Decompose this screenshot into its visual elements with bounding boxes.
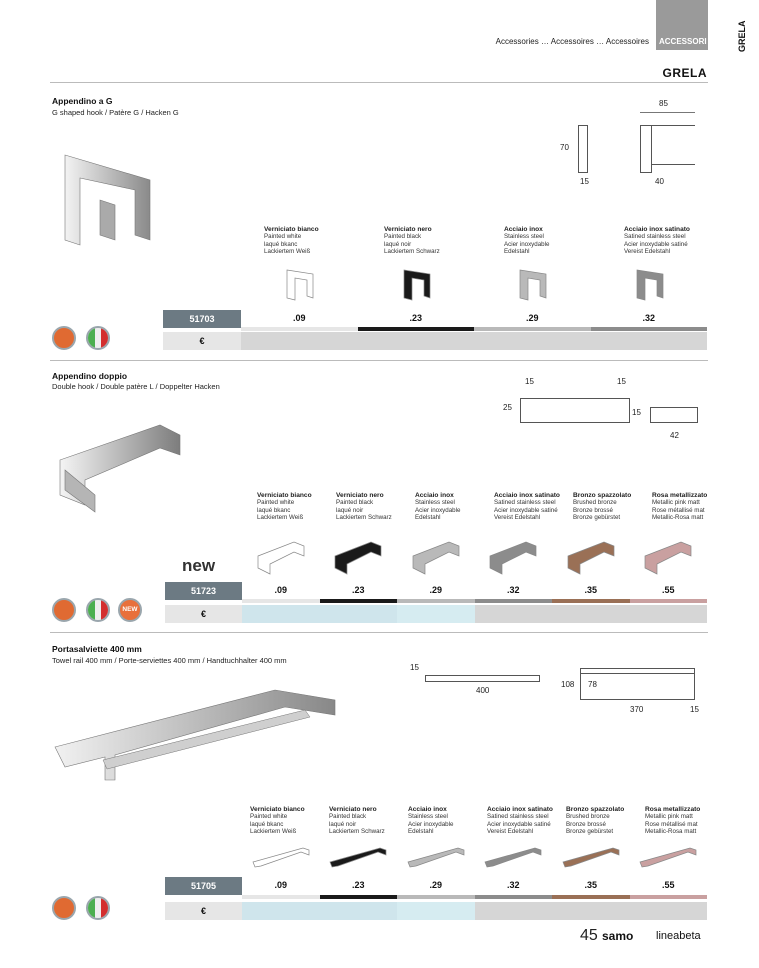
dim-height2: 15 — [632, 408, 641, 417]
price-code-suffix: .09 — [274, 880, 287, 890]
finish-swatch-shape — [253, 848, 309, 867]
price-value-cell — [474, 332, 591, 350]
dim-width: 42 — [670, 431, 679, 440]
finish-swatch-shape — [258, 542, 304, 574]
finish-swatch-shape — [408, 848, 464, 867]
finish-color-bar — [591, 327, 708, 331]
price-value-cell — [397, 605, 475, 623]
price-code-suffix: .23 — [351, 585, 365, 595]
finish-translation: Edelstahl — [415, 514, 441, 522]
finish-description — [652, 492, 707, 522]
price-code-suffix: .32 — [506, 880, 520, 890]
divider — [50, 360, 708, 361]
finish-translation: laqué noir — [384, 240, 412, 248]
finish-swatch-shape — [640, 848, 696, 867]
collection-title: GRELA — [662, 66, 707, 80]
dim-height: 108 — [561, 680, 575, 689]
dimension-drawing-top — [425, 675, 540, 682]
warranty-badge — [52, 896, 76, 920]
finish-translation: Metallic-Rosa matt — [652, 514, 704, 522]
finish-swatch-shape — [485, 848, 541, 867]
divider — [50, 82, 708, 83]
finish-translation: Brushed bronze — [566, 813, 610, 821]
product-title: Appendino doppio — [52, 371, 128, 381]
finish-color-bar — [630, 895, 708, 899]
finish-translation: Lackiertem Weiß — [264, 248, 311, 256]
dim-height2: 78 — [588, 680, 597, 689]
product-subtitle: Double hook / Double patère L / Doppelter Hacken — [52, 382, 220, 391]
finish-name: Bronzo spazzolato — [566, 806, 625, 813]
price-value-cell — [552, 605, 630, 623]
finish-translation: laqué noir — [336, 506, 364, 514]
product-code: 51705 — [165, 877, 242, 895]
new-badge: NEW — [118, 598, 142, 622]
price-code-suffix: .55 — [661, 880, 675, 890]
finish-description — [645, 806, 700, 836]
finish-name: Acciaio inox — [504, 226, 543, 233]
finish-name: Acciaio inox satinato — [487, 806, 553, 813]
dim-depth: 15 — [580, 177, 589, 186]
dimension-drawing-side — [520, 398, 630, 423]
finish-color-bar — [397, 599, 475, 603]
finish-swatch-shape — [287, 270, 313, 300]
finish-swatch — [512, 268, 552, 302]
finish-name: Rosa metallizzato — [645, 806, 701, 813]
warranty-badge — [52, 598, 76, 622]
finish-translation: Painted white — [264, 233, 302, 241]
price-value-cell — [552, 902, 630, 920]
finish-swatch-shape — [404, 270, 430, 300]
finish-description — [329, 806, 385, 836]
price-code-suffix: .23 — [351, 880, 365, 890]
finish-translation: Stainless steel — [415, 499, 455, 507]
finish-translation: Rose métallisé mat — [645, 820, 698, 828]
finish-translation: Painted black — [336, 499, 374, 507]
finish-swatch — [561, 846, 621, 868]
finish-translation: Bronze brossé — [573, 506, 613, 514]
finish-description — [408, 806, 453, 836]
dim-height: 25 — [503, 403, 512, 412]
finish-translation: Painted white — [257, 499, 295, 507]
finish-translation: Satined stainless steel — [494, 499, 556, 507]
dimension-drawing-side — [578, 125, 588, 173]
finish-translation: Bronze brossé — [566, 820, 606, 828]
finish-color-bar — [242, 599, 320, 603]
finish-name: Rosa metallizzato — [652, 492, 708, 499]
finish-translation: Metallic pink matt — [652, 499, 700, 507]
finish-swatch-shape — [413, 542, 459, 574]
finish-color-bar — [552, 599, 630, 603]
dim-width: 85 — [659, 99, 668, 108]
finish-translation: Painted black — [329, 813, 367, 821]
dim-height: 70 — [560, 143, 569, 152]
finish-swatch — [566, 540, 616, 576]
finish-swatch-shape — [490, 542, 536, 574]
finish-color-bar — [397, 895, 475, 899]
finish-description — [336, 492, 392, 522]
finish-name: Verniciato nero — [329, 806, 377, 813]
finish-swatch — [256, 540, 306, 576]
finish-swatch-shape — [563, 848, 619, 867]
product-photo — [55, 420, 195, 515]
side-tab — [733, 0, 759, 60]
price-value-cell — [242, 605, 320, 623]
price-code-suffix: .09 — [274, 585, 287, 595]
finish-swatch — [638, 846, 698, 868]
made-in-italy-badge — [86, 896, 110, 920]
finish-swatch-shape — [568, 542, 614, 574]
dim-width: 370 — [630, 705, 644, 714]
price-code-suffix: .32 — [506, 585, 520, 595]
finish-color-bar — [242, 895, 320, 899]
side-tab-label: GRELA — [737, 20, 747, 52]
finish-translation: Satined stainless steel — [487, 813, 549, 821]
product-title: Portasalviette 400 mm — [52, 644, 142, 654]
dim-thickness: 15 — [410, 663, 419, 672]
finish-swatch-shape — [520, 270, 546, 300]
made-in-italy-badge — [86, 598, 110, 622]
dim-width2: 15 — [690, 705, 699, 714]
dimension-drawing-front — [650, 407, 698, 423]
price-value-cell — [397, 902, 475, 920]
finish-name: Verniciato nero — [336, 492, 384, 499]
price-code-suffix: .29 — [429, 880, 442, 890]
finish-name: Bronzo spazzolato — [573, 492, 632, 499]
finish-swatch — [643, 540, 693, 576]
finish-description — [566, 806, 624, 836]
price-code-suffix: .29 — [429, 585, 442, 595]
price-code-suffix: .55 — [661, 585, 675, 595]
currency-label: € — [163, 332, 241, 350]
finish-color-bar — [552, 895, 630, 899]
finish-name: Verniciato bianco — [257, 492, 312, 499]
finish-color-bar — [474, 327, 591, 331]
finish-swatch — [396, 268, 436, 302]
finish-color-bar — [475, 599, 553, 603]
finish-swatch — [488, 540, 538, 576]
finish-swatch — [629, 268, 669, 302]
finish-translation: Acier inoxydable satiné — [487, 820, 551, 828]
finish-description — [257, 492, 312, 522]
finish-translation: Lackiertem Weiß — [257, 514, 304, 522]
product-code: 51723 — [165, 582, 242, 600]
finish-color-bar — [358, 327, 475, 331]
price-value-cell — [242, 902, 320, 920]
finish-swatch-shape — [637, 270, 663, 300]
finish-translation: Brushed bronze — [573, 499, 617, 507]
finish-name: Acciaio inox — [408, 806, 447, 813]
finish-description — [494, 492, 560, 522]
page-number: 45 — [580, 927, 598, 944]
warranty-badge — [52, 326, 76, 350]
price-value-cell — [630, 605, 708, 623]
price-code-suffix: .23 — [409, 313, 422, 323]
finish-swatch-shape — [335, 542, 381, 574]
finish-translation: laqué bkanc — [264, 240, 298, 248]
finish-name: Verniciato bianco — [264, 226, 319, 233]
finish-translation: Vereist Edelstahl — [487, 828, 534, 836]
finish-description — [504, 226, 549, 256]
finish-translation: Metallic pink matt — [645, 813, 693, 821]
price-value-cell — [475, 605, 553, 623]
price-value-cell — [591, 332, 708, 350]
finish-color-bar — [320, 599, 398, 603]
finish-description — [624, 226, 690, 256]
dimension-drawing-front-leg — [640, 125, 652, 173]
finish-translation: Bronze gebürstet — [573, 514, 621, 522]
divider — [50, 632, 708, 633]
finish-swatch — [411, 540, 461, 576]
product-photo — [45, 685, 340, 785]
finish-translation: Acier inoxydable satiné — [624, 240, 688, 248]
finish-swatch — [483, 846, 543, 868]
finish-name: Acciaio inox — [415, 492, 454, 499]
finish-translation: Vereist Edelstahl — [494, 514, 541, 522]
finish-color-bar — [320, 895, 398, 899]
product-subtitle: Towel rail 400 mm / Porte-serviettes 400 mm / Handtuchhalter 400 mm — [52, 656, 287, 665]
dim-b: 15 — [617, 377, 626, 386]
finish-translation: Acier inoxydable — [408, 820, 454, 828]
finish-description — [415, 492, 460, 522]
product-title: Appendino a G — [52, 96, 113, 106]
product-line: lineabeta — [656, 930, 701, 942]
finish-name: Acciaio inox satinato — [624, 226, 690, 233]
product-code: 51703 — [163, 310, 241, 328]
price-value-cell — [630, 902, 708, 920]
price-value-cell — [358, 332, 475, 350]
price-code-suffix: .35 — [584, 585, 597, 595]
finish-color-bar — [475, 895, 553, 899]
finish-translation: Lackiertem Weiß — [250, 828, 297, 836]
finish-translation: Acier inoxydable — [415, 506, 461, 514]
new-label: new — [182, 556, 216, 575]
price-value-cell — [475, 902, 553, 920]
finish-translation: Vereist Edelstahl — [624, 248, 671, 256]
finish-name: Verniciato nero — [384, 226, 432, 233]
finish-description — [250, 806, 305, 836]
finish-translation: Edelstahl — [504, 248, 530, 256]
finish-translation: Lackiertem Schwarz — [384, 248, 440, 256]
finish-translation: Acier inoxydable satiné — [494, 506, 558, 514]
finish-translation: Painted black — [384, 233, 422, 241]
finish-swatch — [279, 268, 319, 302]
price-value-cell — [320, 902, 398, 920]
finish-translation: laqué bkanc — [257, 506, 291, 514]
dim-depth2: 40 — [655, 177, 664, 186]
finish-translation: Lackiertem Schwarz — [329, 828, 385, 836]
finish-translation: laqué noir — [329, 820, 357, 828]
finish-translation: Painted white — [250, 813, 288, 821]
finish-swatch-shape — [645, 542, 691, 574]
price-code-suffix: .29 — [525, 313, 539, 323]
finish-swatch — [333, 540, 383, 576]
dim-line — [640, 112, 695, 113]
finish-color-bar — [241, 327, 358, 331]
product-subtitle: G shaped hook / Patère G / Hacken G — [52, 108, 179, 117]
finish-translation: Stainless steel — [408, 813, 448, 821]
currency-label: € — [165, 902, 242, 920]
section-label: ACCESSORI — [659, 37, 707, 46]
brand-logo: samo — [602, 929, 634, 943]
finish-description — [487, 806, 553, 836]
price-value-cell — [320, 605, 398, 623]
product-photo — [40, 150, 160, 260]
price-code-suffix: .32 — [642, 313, 655, 323]
breadcrumb: Accessories … Accessoires … Accessoires — [495, 37, 649, 46]
finish-translation: Satined stainless steel — [624, 233, 686, 241]
finish-translation: Stainless steel — [504, 233, 544, 241]
dimension-drawing-side-top — [580, 668, 695, 674]
finish-swatch-shape — [330, 848, 386, 867]
finish-translation: Edelstahl — [408, 828, 434, 836]
currency-label: € — [165, 605, 242, 623]
finish-translation: Metallic-Rosa matt — [645, 828, 697, 836]
finish-translation: laqué bkanc — [250, 820, 284, 828]
made-in-italy-badge — [86, 326, 110, 350]
finish-translation: Bronze gebürstet — [566, 828, 614, 836]
price-code-suffix: .35 — [584, 880, 597, 890]
price-value-cell — [241, 332, 358, 350]
dim-length: 400 — [476, 686, 490, 695]
finish-translation: Rose métallisé mat — [652, 506, 705, 514]
dim-a: 15 — [525, 377, 534, 386]
finish-swatch — [328, 846, 388, 868]
finish-name: Acciaio inox satinato — [494, 492, 560, 499]
finish-name: Verniciato bianco — [250, 806, 305, 813]
finish-swatch — [406, 846, 466, 868]
finish-swatch — [251, 846, 311, 868]
finish-description — [264, 226, 319, 256]
finish-description — [384, 226, 440, 256]
dimension-drawing-side — [580, 670, 695, 700]
finish-description — [573, 492, 631, 522]
finish-translation: Lackiertem Schwarz — [336, 514, 392, 522]
finish-color-bar — [630, 599, 708, 603]
price-code-suffix: .09 — [292, 313, 306, 323]
finish-translation: Acier inoxydable — [504, 240, 550, 248]
